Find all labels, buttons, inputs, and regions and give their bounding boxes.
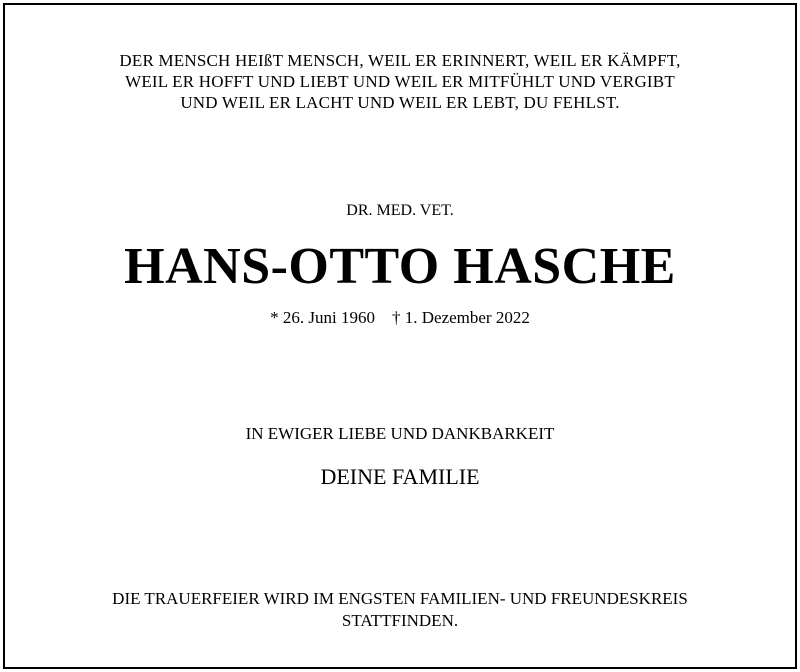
- notice-line: STATTFINDEN.: [341, 611, 459, 630]
- quote-line: WEIL ER HOFFT UND LIEBT UND WEIL ER MITFÜHLT UND VERGIBT: [125, 72, 675, 91]
- quote-line: DER MENSCH HEIßT MENSCH, WEIL ER ERINNERT, WEIL ER KÄMPFT,: [119, 51, 681, 70]
- quote-line: UND WEIL ER LACHT UND WEIL ER LEBT, DU FEHLST.: [180, 93, 620, 112]
- death-date: † 1. Dezember 2022: [392, 308, 530, 327]
- funeral-notice: [5, 588, 795, 632]
- academic-title: DR. MED. VET.: [346, 202, 454, 219]
- deceased-name: HANS-OTTO HASCHE: [124, 238, 676, 295]
- birth-date: * 26. Juni 1960: [270, 308, 375, 327]
- family-signature: DEINE FAMILIE: [320, 464, 480, 489]
- life-dates: [5, 308, 795, 328]
- notice-line: DIE TRAUERFEIER WIRD IM ENGSTEN FAMILIEN- UND FREUNDESKREIS: [112, 589, 688, 608]
- farewell-text: IN EWIGER LIEBE UND DANKBARKEIT: [245, 424, 555, 443]
- memorial-quote: [5, 50, 795, 113]
- obituary-frame: [3, 3, 797, 669]
